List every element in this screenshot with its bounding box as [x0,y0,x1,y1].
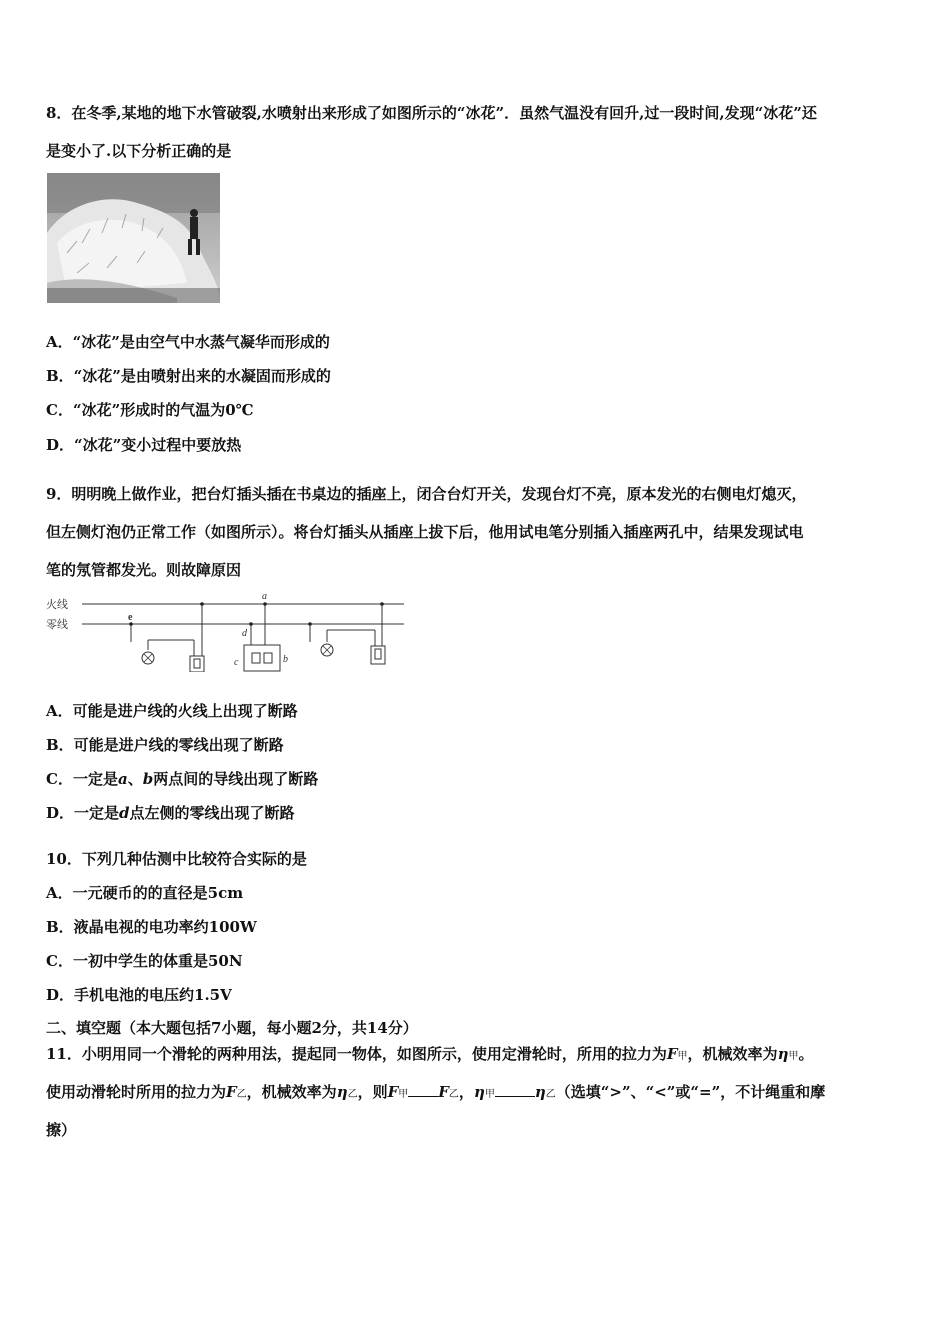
q9-option-b: B．可能是进户线的零线出现了断路 [46,736,284,754]
q9-option-c: C．一定是a、b两点间的导线出现了断路 [46,770,319,788]
point-d-label: d [242,628,247,639]
point-c-label: c [234,657,239,668]
q10-stem: 10．下列几种估测中比较符合实际的是 [46,850,307,868]
q8-stem-line2: 是变小了.以下分析正确的是 [46,142,232,160]
q10-option-a: A．一元硬币的的直径是5cm [46,884,244,902]
circuit-diagram [44,590,406,672]
point-b-label: b [283,654,288,665]
live-wire-label: 火线 [46,599,68,611]
neutral-wire-label: 零线 [46,619,68,631]
q11-line3: 擦） [46,1121,77,1139]
q8-option-d: D．“冰花”变小过程中要放热 [46,436,242,454]
section-2-title: 二、填空题（本大题包括7小题，每小题2分，共14分） [46,1019,418,1037]
q10-option-d: D．手机电池的电压约1.5V [46,986,232,1004]
q9-option-d: D．一定是d点左侧的零线出现了断路 [46,804,295,822]
q8-option-b: B．“冰花”是由喷射出来的水凝固而形成的 [46,367,331,385]
ice-flower-photo [47,173,220,303]
point-a-label: a [262,591,267,602]
q10-option-c: C．一初中学生的体重是50N [46,952,243,970]
point-e-label: e [128,612,133,623]
q9-stem-line3: 笔的氖管都发光。则故障原因 [46,561,242,579]
q11-line2: 使用动滑轮时所用的拉力为F乙，机械效率为η乙，则F甲 F乙，η甲 η乙（选填“>”、“<”或“=”，不计绳重和摩 [46,1083,826,1101]
q8-option-c: C．“冰花”形成时的气温为0℃ [46,401,254,419]
q8-option-a: A．“冰花”是由空气中水蒸气凝华而形成的 [46,333,330,351]
q9-stem-line2: 但左侧灯泡仍正常工作（如图所示）。将台灯插头从插座上拔下后，他用试电笔分别插入插座两孔中，结果发现试电 [46,523,804,541]
q9-option-a: A．可能是进户线的火线上出现了断路 [46,702,298,720]
answer-blank-1[interactable] [408,1082,438,1097]
answer-blank-2[interactable] [495,1082,535,1097]
q10-option-b: B．液晶电视的电功率约100W [46,918,257,936]
q11-line1: 11．小明用同一个滑轮的两种用法，提起同一物体，如图所示，使用定滑轮时，所用的拉力为F甲，机械效率为η甲。 [46,1045,814,1063]
q9-stem-line1: 9．明明晚上做作业，把台灯插头插在书桌边的插座上，闭合台灯开关，发现台灯不亮，原本发光的右侧电灯熄灭， [46,485,807,503]
q8-stem-line1: 8．在冬季,某地的地下水管破裂,水喷射出来形成了如图所示的“冰花”．虽然气温没有回升,过一段时间,发现“冰花”还 [46,104,817,122]
